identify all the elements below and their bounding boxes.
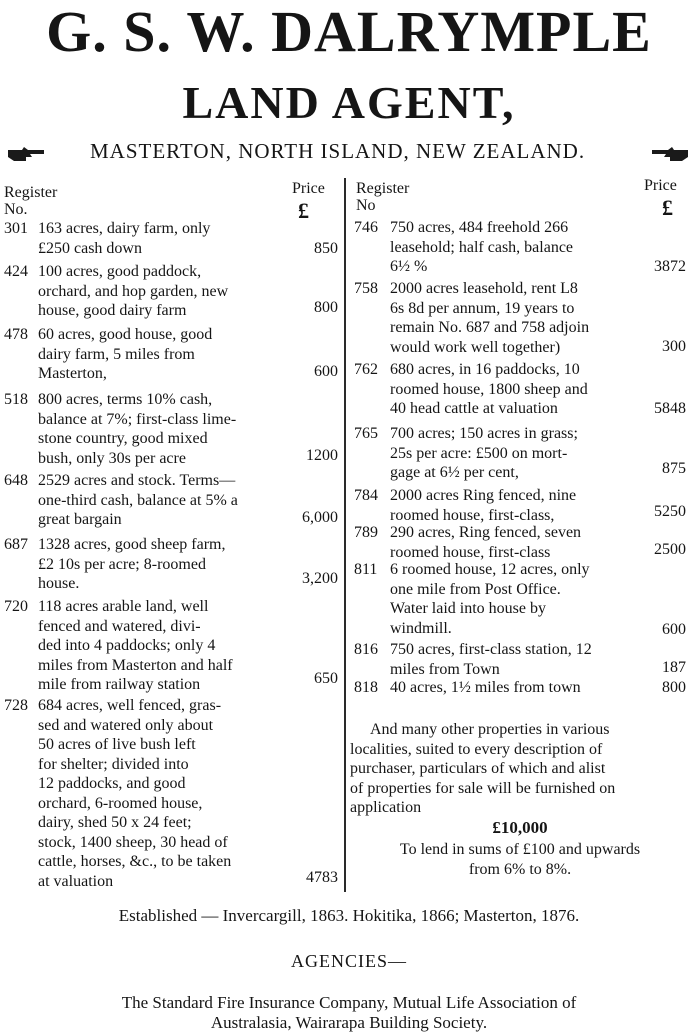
listing-description: 700 acres; 150 acres in grass; 25s per acre: £500 on mort- gage at 6½ per cent, (390, 425, 578, 481)
register-number: 648 (4, 472, 28, 489)
listing-price: 800 (314, 299, 338, 316)
register-number: 816 (354, 641, 378, 658)
listing-price: 3,200 (302, 570, 338, 587)
register-number: 424 (4, 263, 28, 280)
register-number: 789 (354, 524, 378, 541)
register-number: 478 (4, 326, 28, 343)
other-properties-notice: And many other properties in various localities, suited to every description of purchaser, particulars of which and alist of properties for sale will be furnished on application (350, 721, 616, 816)
advertiser-title: LAND AGENT, (182, 77, 516, 128)
listing-description: 684 acres, well fenced, gras- sed and watered only about 50 acres of live bush left for shelter; divided into 12 paddocks, and good orchard, 6-roomed house, dairy, shed 50 x 24 feet; stock, 1400 sheep, 30 head of cattle, horses, &c., to be taken at valuation (38, 697, 232, 890)
listing-description: 2000 acres Ring fenced, nine roomed house, first-class, (390, 487, 577, 524)
register-number: 720 (4, 598, 28, 615)
listing-price: 875 (662, 460, 686, 477)
register-number: 811 (354, 561, 378, 578)
listing-price: 800 (662, 679, 686, 696)
listing-price: 850 (314, 239, 338, 257)
established-line: Established — Invercargill, 1863. Hokitika, 1866; Masterton, 1876. (118, 906, 580, 925)
listing-price: 600 (314, 363, 338, 380)
listing-description: 750 acres, first-class station, 12 miles from Town (390, 641, 592, 678)
listing-description: 800 acres, terms 10% cash, balance at 7%; first-class lime- stone country, good mixed bush, only 30s per acre (38, 391, 237, 467)
listing-price: 3872 (654, 258, 686, 275)
listing-description: 40 acres, 1½ miles from town (390, 679, 581, 696)
register-number: 818 (354, 679, 378, 696)
register-number: 762 (354, 361, 378, 378)
listing-price: 6,000 (302, 509, 338, 526)
pointing-hand-right-icon (6, 144, 46, 164)
listing-price: 4783 (306, 869, 338, 886)
register-number: 784 (354, 487, 378, 504)
listing-description: 680 acres, in 16 paddocks, 10 roomed house, 1800 sheep and 40 head cattle at valuation (390, 361, 588, 417)
left-price-label: Price (292, 180, 325, 197)
address-line: MASTERTON, NORTH ISLAND, NEW ZEALAND. (90, 139, 586, 163)
register-number: 758 (354, 280, 378, 297)
listing-description: 118 acres arable land, well fenced and watered, divi- ded into 4 paddocks; only 4 miles from Masterton and half mile from railway station (38, 598, 233, 693)
listing-description: 6 roomed house, 12 acres, only one mile from Post Office. Water laid into house by windmill. (390, 561, 590, 637)
listing-description: 750 acres, 484 freehold 266 leasehold; half cash, balance 6½ % (390, 219, 574, 275)
listing-price: 600 (662, 621, 686, 638)
listing-description: 290 acres, Ring fenced, seven roomed house, first-class (390, 524, 582, 561)
column-divider (344, 178, 346, 892)
register-number: 765 (354, 425, 378, 442)
agencies-list: The Standard Fire Insurance Company, Mutual Life Association of Australasia, Wairarapa Building Society. (121, 993, 577, 1032)
right-currency-symbol: £ (662, 195, 673, 220)
listing-description: 2529 acres and stock. Terms— one-third cash, balance at 5% a great bargain (38, 472, 238, 528)
listing-price: 650 (314, 670, 338, 687)
listing-description: 60 acres, good house, good dairy farm, 5 miles from Masterton, (38, 326, 213, 382)
register-number: 746 (354, 219, 378, 236)
listing-description: 100 acres, good paddock, orchard, and hop garden, new house, good dairy farm (38, 263, 229, 319)
register-number: 728 (4, 697, 28, 714)
loan-amount: £10,000 (492, 818, 548, 837)
listing-description: 1328 acres, good sheep farm, £2 10s per acre; 8-roomed house. (38, 536, 226, 592)
agencies-heading: AGENCIES— (291, 951, 407, 971)
listing-price: 5250 (654, 503, 686, 520)
listing-description: 2000 acres leasehold, rent L8 6s 8d per annum, 19 years to remain No. 687 and 758 adjoin would work well together) (390, 280, 590, 356)
register-number: 518 (4, 391, 28, 408)
left-register-label: Register No. (4, 184, 58, 218)
register-number: 687 (4, 536, 28, 553)
listing-description: 163 acres, dairy farm, only £250 cash down (38, 220, 211, 257)
left-currency-symbol: £ (298, 198, 309, 223)
loan-terms: To lend in sums of £100 and upwards from 6% to 8%. (399, 841, 641, 878)
listing-price: 2500 (654, 541, 686, 558)
right-register-label: Register No (356, 180, 410, 214)
right-price-label: Price (644, 177, 677, 194)
advertiser-name: G. S. W. DALRYMPLE (46, 0, 652, 64)
listing-price: 5848 (654, 400, 686, 417)
pointing-hand-left-icon (650, 144, 690, 164)
listing-price: 300 (662, 338, 686, 355)
listing-price: 187 (662, 659, 686, 676)
register-number: 301 (4, 220, 28, 237)
listing-price: 1200 (306, 447, 338, 464)
